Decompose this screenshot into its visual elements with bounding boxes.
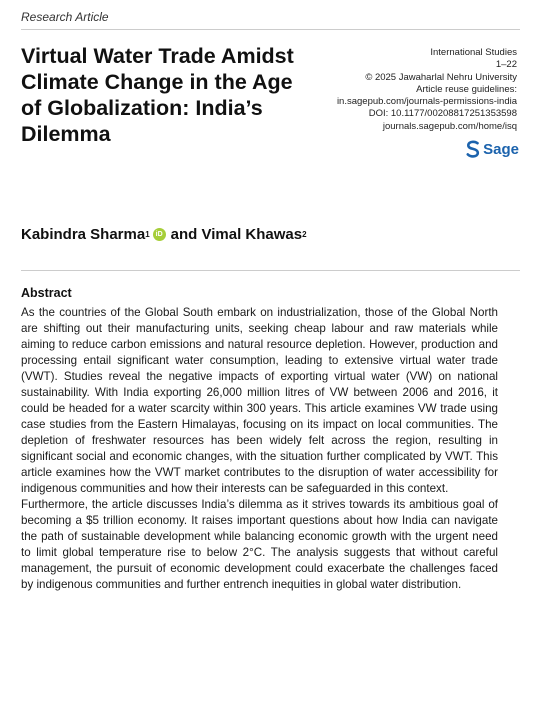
copyright-line: © 2025 Jawaharlal Nehru University [365,71,517,83]
reuse-link[interactable]: in.sagepub.com/journals-permissions-india [336,96,517,108]
author-1-affiliation: 1 [145,230,150,239]
author-line [21,226,308,243]
authors-rule [21,270,520,271]
journal-link[interactable]: journals.sagepub.com/home/isq [382,120,517,132]
abstract-paragraph-2: Furthermore, the article discusses India’s dilemma as it strives towards its ambitious goal of becoming a $5 trillion economy. It raises important questions about how India can navigate the path of sustainable development while balancing economic growth with the urgent need to limit global temperature rise to below 2°C. The analysis suggests that without careful management, the pursuit of economic development could exacerbate the challenges faced by indigenous communities and further entrench inequities in global water distribution. [21,498,498,591]
journal-name: International Studies [430,47,517,58]
header-rule [21,29,520,30]
sage-logo-icon [466,140,480,158]
journal-meta [287,47,517,133]
page-range: 1–22 [495,59,517,71]
article-title: Virtual Water Trade Amidst Climate Change in the Age of Globalization: India’s Dilemma [21,44,294,146]
author-2-name: Vimal Khawas [201,226,303,243]
publisher-logo [466,140,519,158]
abstract-heading: Abstract [21,286,72,300]
article-type-label: Research Article [21,10,109,24]
author-2-affiliation: 2 [302,230,307,239]
publisher-name: Sage [483,140,519,158]
author-1-name: Kabindra Sharma [21,226,146,243]
doi-link[interactable]: DOI: 10.1177/00208817251353598 [368,108,517,120]
abstract-paragraph-1: As the countries of the Global South embark on industrialization, those of the Global North are shifting out their manufacturing units, seeking cheap labour and raw materials while aiming to reduce carbon emissions and natural resource depletion. However, production and processing entail significant water consumption, leading to extensive virtual water trade (VWT). Studies reveal the negative impacts of exporting virtual water (VW) on national sustainability. With India exporting 26,000 million litres of VW between 2006 and 2016, it could be headed for a water scarcity within 300 years. This article examines VW trade using case studies from the Eastern Himalayas, focusing on its impact on local communities. The depletion of freshwater resources has been widely felt across the region, resulting in significant social and economic changes, with the situation further complicated by VWT. This article examines how the VWT market contributes to the disruption of water accessibility for indigenous communities and how their interests can be safeguarded in this context. [21,306,498,495]
orcid-icon[interactable]: iD [153,228,166,241]
reuse-label: Article reuse guidelines: [416,83,517,95]
abstract-body [21,305,498,593]
author-conjunction: and [170,226,198,243]
